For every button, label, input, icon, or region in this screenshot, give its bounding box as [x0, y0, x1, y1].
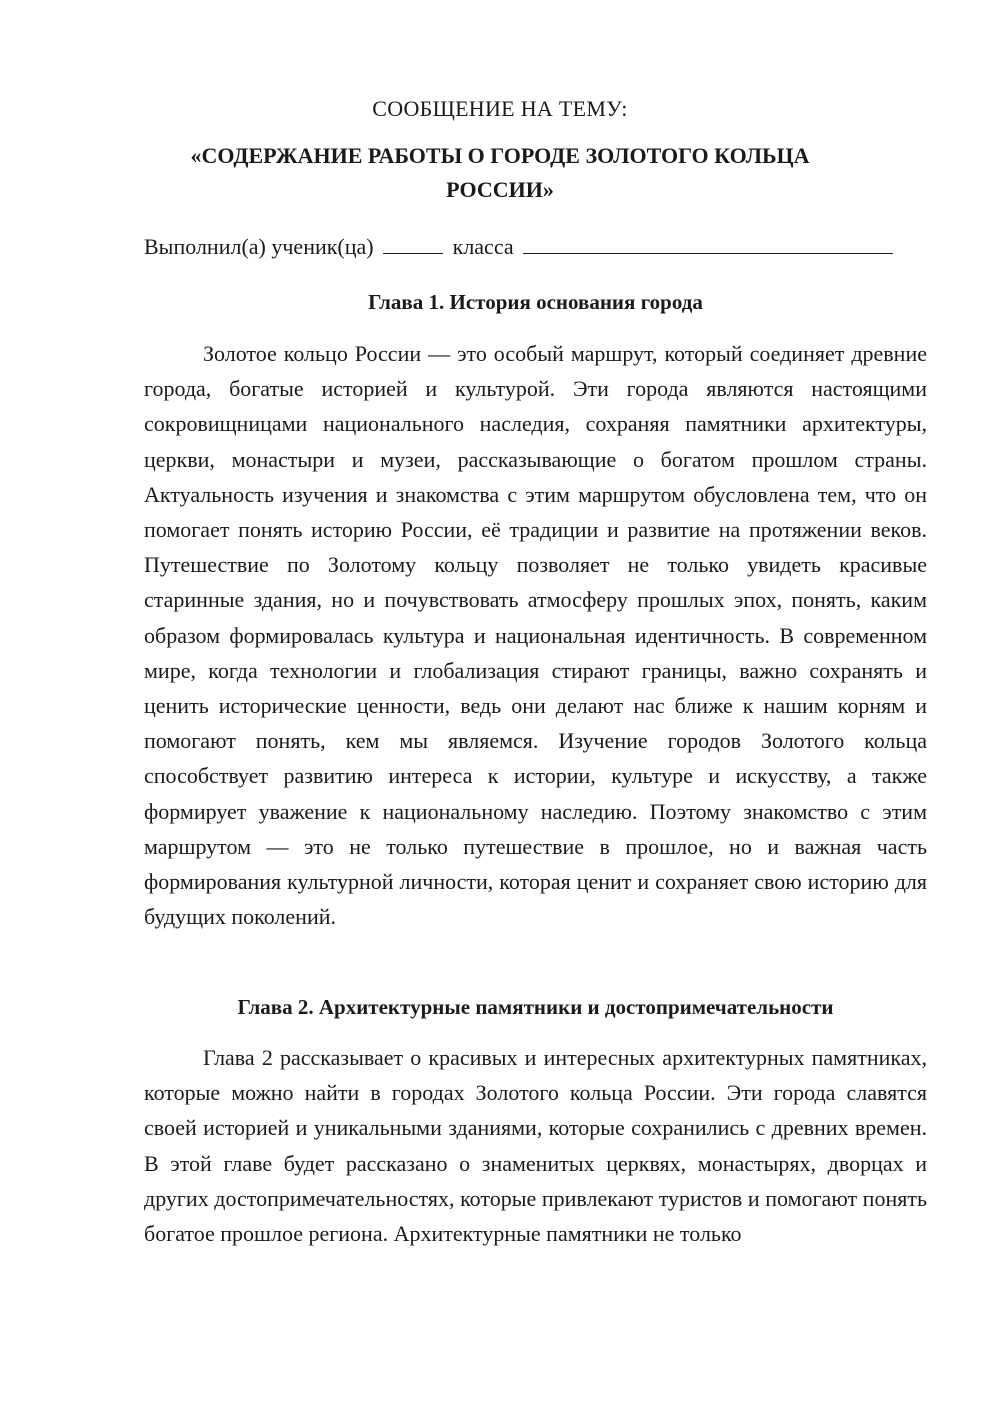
- author-prefix: Выполнил(а) ученик(ца): [144, 234, 374, 259]
- author-class-label: класса: [452, 234, 514, 259]
- chapter-1-heading: Глава 1. История основания города: [368, 290, 703, 314]
- chapter-1-paragraph: Золотое кольцо России — это особый маршрут, который соединяет древние города, богатые историей и культурой. Эти города являются настоящими сокровищницами национального наследия, сохраняя памятники архитектуры, церкви, монастыри и музеи, рассказывающие о богатом прошлом страны. Актуальность изучения и знакомства с этим маршрутом обусловлена тем, что он помогает понять историю России, её традиции и развитие на протяжении веков. Путешествие по Золотому кольцу позволяет не только увидеть красивые старинные здания, но и почувствовать атмосферу прошлых эпох, понять, каким образом формировалась культура и национальная идентичность. В современном мире, когда технологии и глобализация стирают границы, важно сохранять и ценить исторические ценности, ведь они делают нас ближе к нашим корням и помогают понять, кем мы являемся. Изучение городов Золотого кольца способствует развитию интереса к истории, культуре и искусству, а также формирует уважение к национальному наследию. Поэтому знакомство с этим маршрутом — это не только путешествие в прошлое, но и важная часть формирования культурной личности, которая ценит и сохраняет свою историю для будущих поколений.: [144, 341, 927, 930]
- title-line-2: «СОДЕРЖАНИЕ РАБОТЫ О ГОРОДЕ ЗОЛОТОГО КОЛЬЦА: [190, 143, 810, 168]
- chapter-2-paragraph: Глава 2 рассказывает о красивых и интересных архитектурных памятниках, которые можно найти в городах Золотого кольца России. Эти города славятся своей историей и уникальными зданиями, которые сохранились с древних времен. В этой главе будет рассказано о знаменитых церквях, монастырях, дворцах и других достопримечательностях, которые привлекают туристов и помогают понять богатое прошлое региона. Архитектурные памятники не только: [144, 1045, 927, 1247]
- title-line-3: РОССИИ»: [446, 177, 554, 202]
- class-number-blank: [383, 235, 443, 254]
- chapter-2-heading: Глава 2. Архитектурные памятники и достопримечательности: [237, 995, 834, 1019]
- student-name-blank: [523, 235, 893, 254]
- author-line: [144, 234, 893, 260]
- title-line-1: СООБЩЕНИЕ НА ТЕМУ:: [372, 96, 628, 121]
